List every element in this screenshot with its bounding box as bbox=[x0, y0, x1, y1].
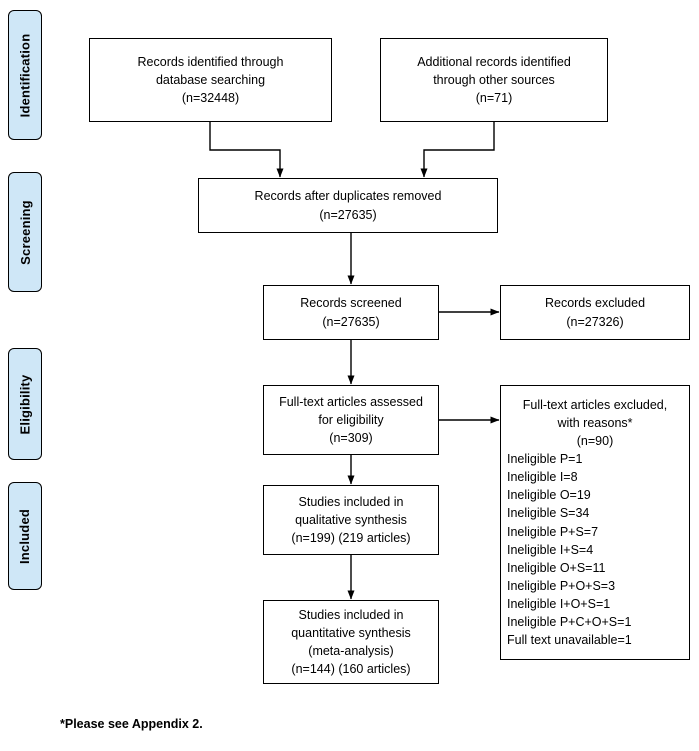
stage-label-screening bbox=[8, 172, 42, 292]
node-line: (n=32448) bbox=[181, 91, 240, 106]
stage-label-eligibility-text: Eligibility bbox=[17, 374, 33, 434]
node-line: (n=199) (219 articles) bbox=[291, 531, 411, 546]
node-line: Ineligible P+C+O+S=1 bbox=[507, 615, 632, 630]
node-line: Records screened bbox=[300, 296, 402, 311]
node-records-identified-database bbox=[89, 38, 332, 122]
node-records-screened bbox=[263, 285, 439, 340]
stage-label-included-text: Included bbox=[17, 508, 33, 564]
node-line: Additional records identified bbox=[417, 54, 571, 69]
node-line: with reasons* bbox=[557, 415, 633, 430]
node-line: Ineligible P+S=7 bbox=[507, 524, 599, 539]
node-line: Ineligible S=34 bbox=[507, 506, 590, 521]
node-line: through other sources bbox=[433, 72, 555, 87]
node-fulltext-excluded-with-reasons bbox=[500, 385, 690, 660]
footnote: *Please see Appendix 2. bbox=[60, 717, 203, 731]
node-line: (n=27635) bbox=[322, 314, 380, 329]
node-line: Studies included in bbox=[298, 494, 404, 509]
node-line: Ineligible P+O+S=3 bbox=[507, 578, 616, 593]
stage-label-identification-text: Identification bbox=[17, 33, 33, 117]
node-line: Ineligible I+S=4 bbox=[507, 542, 594, 557]
node-line: Records excluded bbox=[544, 296, 646, 311]
node-line: (n=90) bbox=[576, 433, 614, 448]
node-line: (n=27635) bbox=[319, 207, 377, 222]
node-line: Ineligible I+O+S=1 bbox=[507, 597, 611, 611]
node-line: Ineligible P=1 bbox=[507, 452, 583, 466]
node-line: Records after duplicates removed bbox=[254, 189, 442, 204]
node-line: (n=309) bbox=[329, 431, 373, 446]
node-line: (n=71) bbox=[475, 91, 513, 106]
stage-label-identification bbox=[8, 10, 42, 140]
node-line: (n=144) (160 articles) bbox=[291, 662, 411, 677]
node-line: for eligibility bbox=[318, 412, 384, 427]
node-line: Full text unavailable=1 bbox=[507, 633, 632, 648]
node-fulltext-assessed-eligibility bbox=[263, 385, 439, 455]
node-line: (meta-analysis) bbox=[308, 644, 394, 658]
stage-label-eligibility bbox=[8, 348, 42, 460]
node-records-after-duplicates-removed bbox=[198, 178, 498, 233]
node-line: Ineligible I=8 bbox=[507, 470, 578, 485]
stage-label-included bbox=[8, 482, 42, 590]
node-line: database searching bbox=[155, 72, 266, 87]
node-line: qualitative synthesis bbox=[295, 512, 407, 527]
node-line: Studies included in bbox=[298, 607, 404, 622]
node-line: Ineligible O=19 bbox=[507, 488, 591, 503]
node-line: Ineligible O+S=11 bbox=[507, 560, 606, 575]
node-line: (n=27326) bbox=[566, 314, 624, 329]
node-additional-records-other-sources bbox=[380, 38, 608, 122]
node-studies-qualitative-synthesis bbox=[263, 485, 439, 555]
stage-label-screening-text: Screening bbox=[17, 199, 33, 265]
node-line: quantitative synthesis bbox=[291, 625, 411, 640]
node-records-excluded bbox=[500, 285, 690, 340]
node-line: Full-text articles excluded, bbox=[522, 397, 668, 412]
node-studies-quantitative-synthesis bbox=[263, 600, 439, 684]
node-line: Full-text articles assessed bbox=[279, 394, 423, 409]
node-line: Records identified through bbox=[137, 54, 284, 69]
